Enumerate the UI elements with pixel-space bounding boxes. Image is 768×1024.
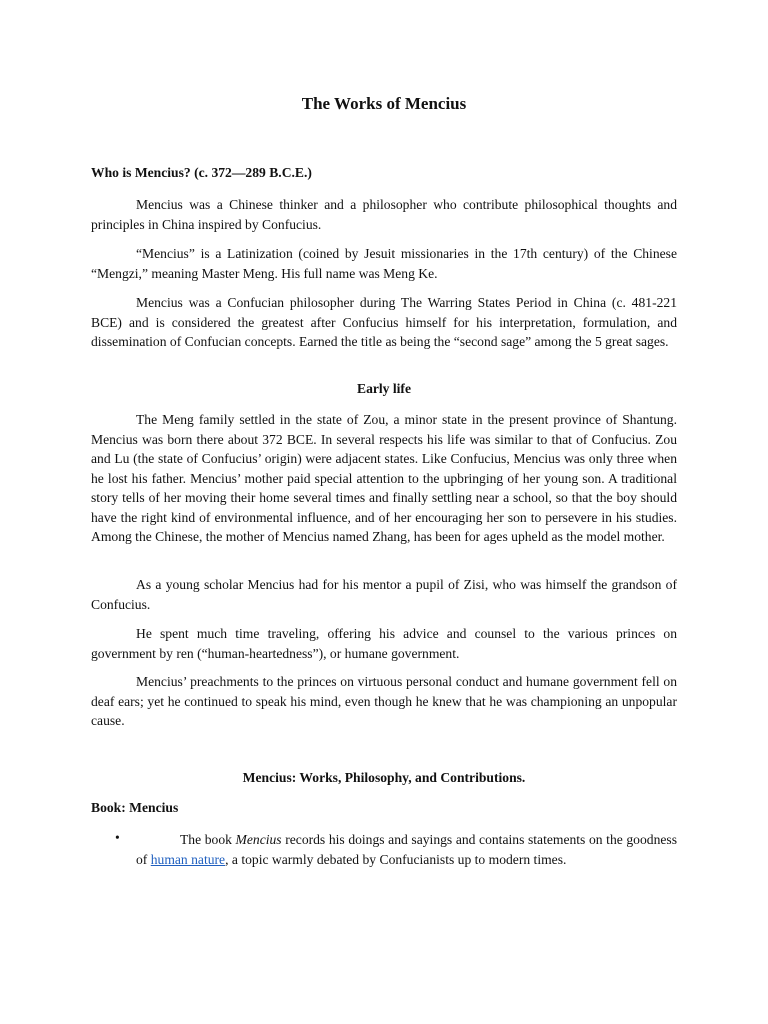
bullet-text-after: , a topic warmly debated by Confucianists up to modern times. — [225, 851, 567, 867]
paragraph-preachments: Mencius’ preachments to the princes on virtuous personal conduct and humane government fell on deaf ears; yet he continued to speak his mind, even though he knew that he was championing an unpopular cause. — [91, 674, 677, 728]
bullet-text-middle: records his doings and sayings and contains statements on the goodness of — [136, 832, 677, 867]
section-heading-who-is-mencius: Who is Mencius? (c. 372—289 B.C.E.) — [91, 165, 312, 180]
bullet-item-book — [91, 830, 677, 869]
paragraph-traveling: He spent much time traveling, offering his advice and counsel to the various princes on government by ren (“human-heartedness”), or humane government. — [91, 626, 677, 661]
bullet-text — [136, 830, 677, 869]
document-title: The Works of Mencius — [301, 94, 467, 113]
paragraph-intro: Mencius was a Chinese thinker and a philosopher who contribute philosophical thoughts and principles in China inspired by Confucius. — [91, 197, 677, 232]
human-nature-link[interactable]: human nature — [150, 851, 226, 867]
paragraph-confucian-philosopher: Mencius was a Confucian philosopher during The Warring States Period in China (c. 481-221 BCE) and is considered the greatest after Confucius himself for his interpretation, formulation, and dissemination of Confucian concepts. Earned the title as being the “second sage” among the 5 great sages. — [91, 295, 677, 349]
book-title-italic: Mencius — [235, 832, 282, 847]
section-heading-early-life: Early life — [357, 381, 411, 396]
section-heading-works: Mencius: Works, Philosophy, and Contributions. — [242, 770, 526, 785]
paragraph-latinization: “Mencius” is a Latinization (coined by Jesuit missionaries in the 17th century) of the Chinese “Mengzi,” meaning Master Meng. His full name was Meng Ke. — [91, 246, 677, 281]
bullet-marker: • — [115, 830, 120, 845]
paragraph-meng-family: The Meng family settled in the state of Zou, a minor state in the present province of Shantung. Mencius was born there about 372 BCE. In several respects his life was similar to that of Confucius. Zou and Lu (the state of Confucius’ origin) were adjacent states. Like Confucius, Mencius was only three when he lost his father. Mencius’ mother paid special attention to the upbringing of her young son. A traditional story tells of her moving their home several times and finally settling near a school, so that the boy should have the right kind of environmental influence, and of her encouraging her son to persevere in his studies. Among the Chinese, the mother of Mencius named Zhang, has been for ages upheld as the model mother. — [91, 412, 677, 544]
subheading-book-mencius: Book: Mencius — [91, 800, 179, 815]
bullet-text-before: The book — [180, 832, 236, 847]
paragraph-young-scholar: As a young scholar Mencius had for his mentor a pupil of Zisi, who was himself the grandson of Confucius. — [91, 577, 677, 612]
